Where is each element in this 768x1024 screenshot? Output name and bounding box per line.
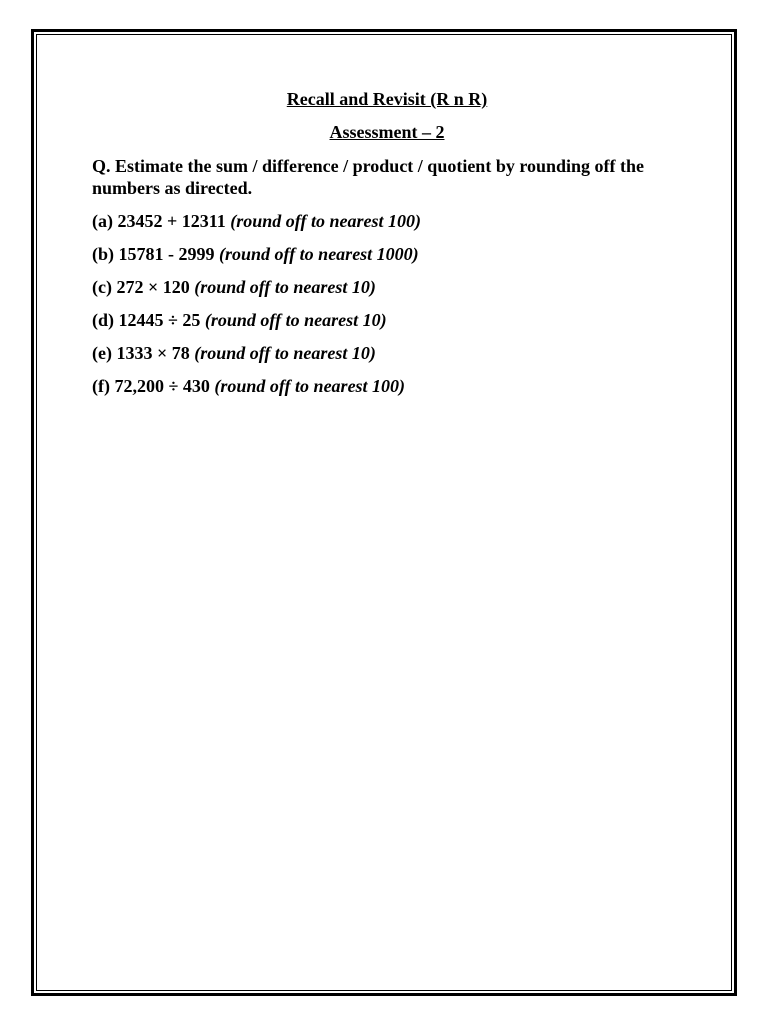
document-content [92, 88, 682, 397]
item-instruction: (round off to nearest 10) [194, 277, 376, 297]
item-instruction: (round off to nearest 10) [204, 310, 387, 330]
list-item [92, 309, 682, 331]
list-item [92, 210, 682, 232]
document-subtitle: Assessment – 2 [329, 122, 445, 142]
list-item [92, 375, 682, 397]
item-expression: (b) 15781 - 2999 [92, 244, 219, 264]
question-text: Q. Estimate the sum / difference / product / quotient by rounding off the numbers as directed. [92, 156, 645, 198]
document-title: Recall and Revisit (R n R) [286, 89, 488, 109]
list-item [92, 276, 682, 298]
item-instruction: (round off to nearest 100) [230, 211, 421, 231]
item-expression: (e) 1333 × 78 [92, 343, 195, 363]
item-expression: (c) 272 × 120 [92, 277, 195, 297]
list-item [92, 243, 682, 265]
item-expression: (d) 12445 ÷ 25 [92, 310, 205, 330]
item-instruction: (round off to nearest 100) [214, 376, 406, 396]
item-instruction: (round off to nearest 10) [194, 343, 376, 363]
item-expression: (a) 23452 + 12311 [92, 211, 231, 231]
item-instruction: (round off to nearest 1000) [219, 244, 419, 264]
item-expression: (f) 72,200 ÷ 430 [92, 376, 215, 396]
list-item [92, 342, 682, 364]
